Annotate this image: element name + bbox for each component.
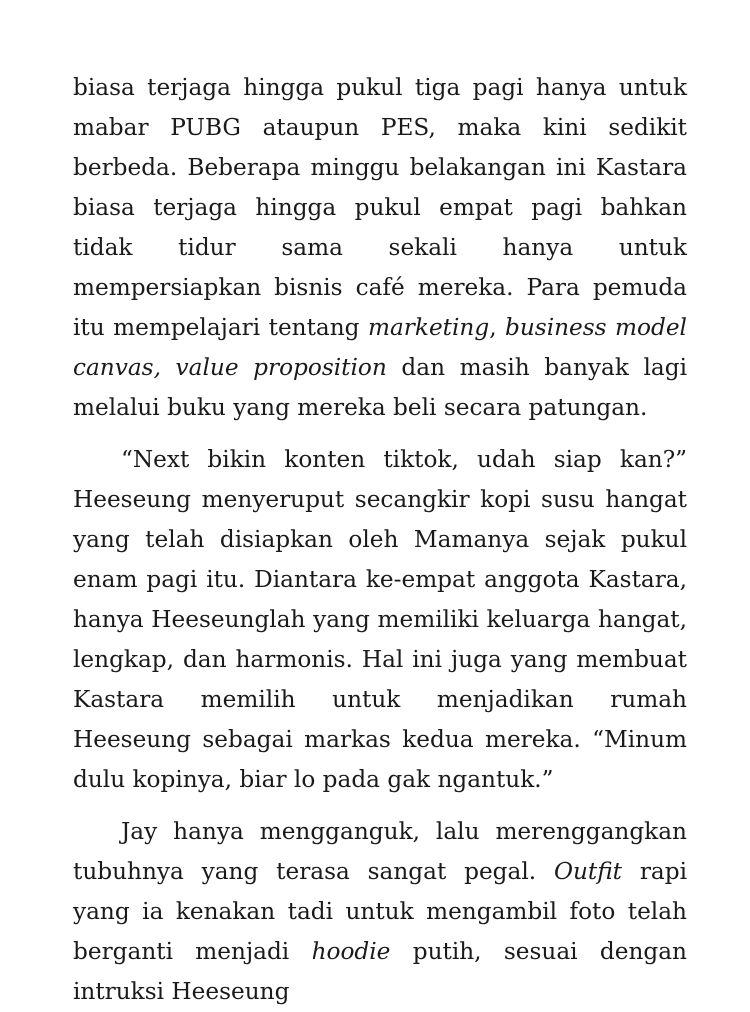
- text-segment: “Next bikin konten tiktok, udah siap kan?” Heeseung menyeruput secangkir kopi susu hangat yang telah disiapkan oleh Mamanya sejak pukul enam pagi itu. Diantara ke-empat anggota Kastara, hanya Heeseunglah yang memiliki keluarga hangat, lengkap, dan harmonis. Hal ini juga yang membuat Kastara memilih untuk menjadikan rumah Heeseung sebagai markas kedua mereka. “Minum dulu kopinya, biar lo pada gak ngantuk.”: [73, 446, 687, 793]
- paragraph-3: [73, 812, 687, 1012]
- paragraph-1: [73, 68, 687, 428]
- text-segment: ,: [489, 314, 506, 341]
- paragraph-2: [73, 440, 687, 800]
- text-segment: dan masih banyak lagi melalui buku yang mereka beli secara patungan.: [73, 354, 687, 421]
- italic-text-segment: Outfit: [553, 858, 622, 885]
- text-segment: putih, sesuai dengan intruksi Heeseung: [73, 938, 687, 1005]
- italic-text-segment: hoodie: [311, 938, 391, 965]
- document-page: [73, 68, 687, 1012]
- italic-text-segment: marketing: [368, 314, 490, 341]
- text-segment: Jay hanya mengganguk, lalu merenggangkan tubuhnya yang terasa sangat pegal.: [73, 818, 687, 885]
- italic-text-segment: business model canvas, value proposition: [73, 314, 687, 381]
- text-segment: rapi yang ia kenakan tadi untuk mengambil foto telah berganti menjadi: [73, 858, 687, 965]
- text-segment: biasa terjaga hingga pukul tiga pagi hanya untuk mabar PUBG ataupun PES, maka kini sedikit berbeda. Beberapa minggu belakangan ini Kastara biasa terjaga hingga pukul empat pagi bahkan tidak tidur sama sekali hanya untuk mempersiapkan bisnis café mereka. Para pemuda itu mempelajari tentang: [73, 74, 687, 341]
